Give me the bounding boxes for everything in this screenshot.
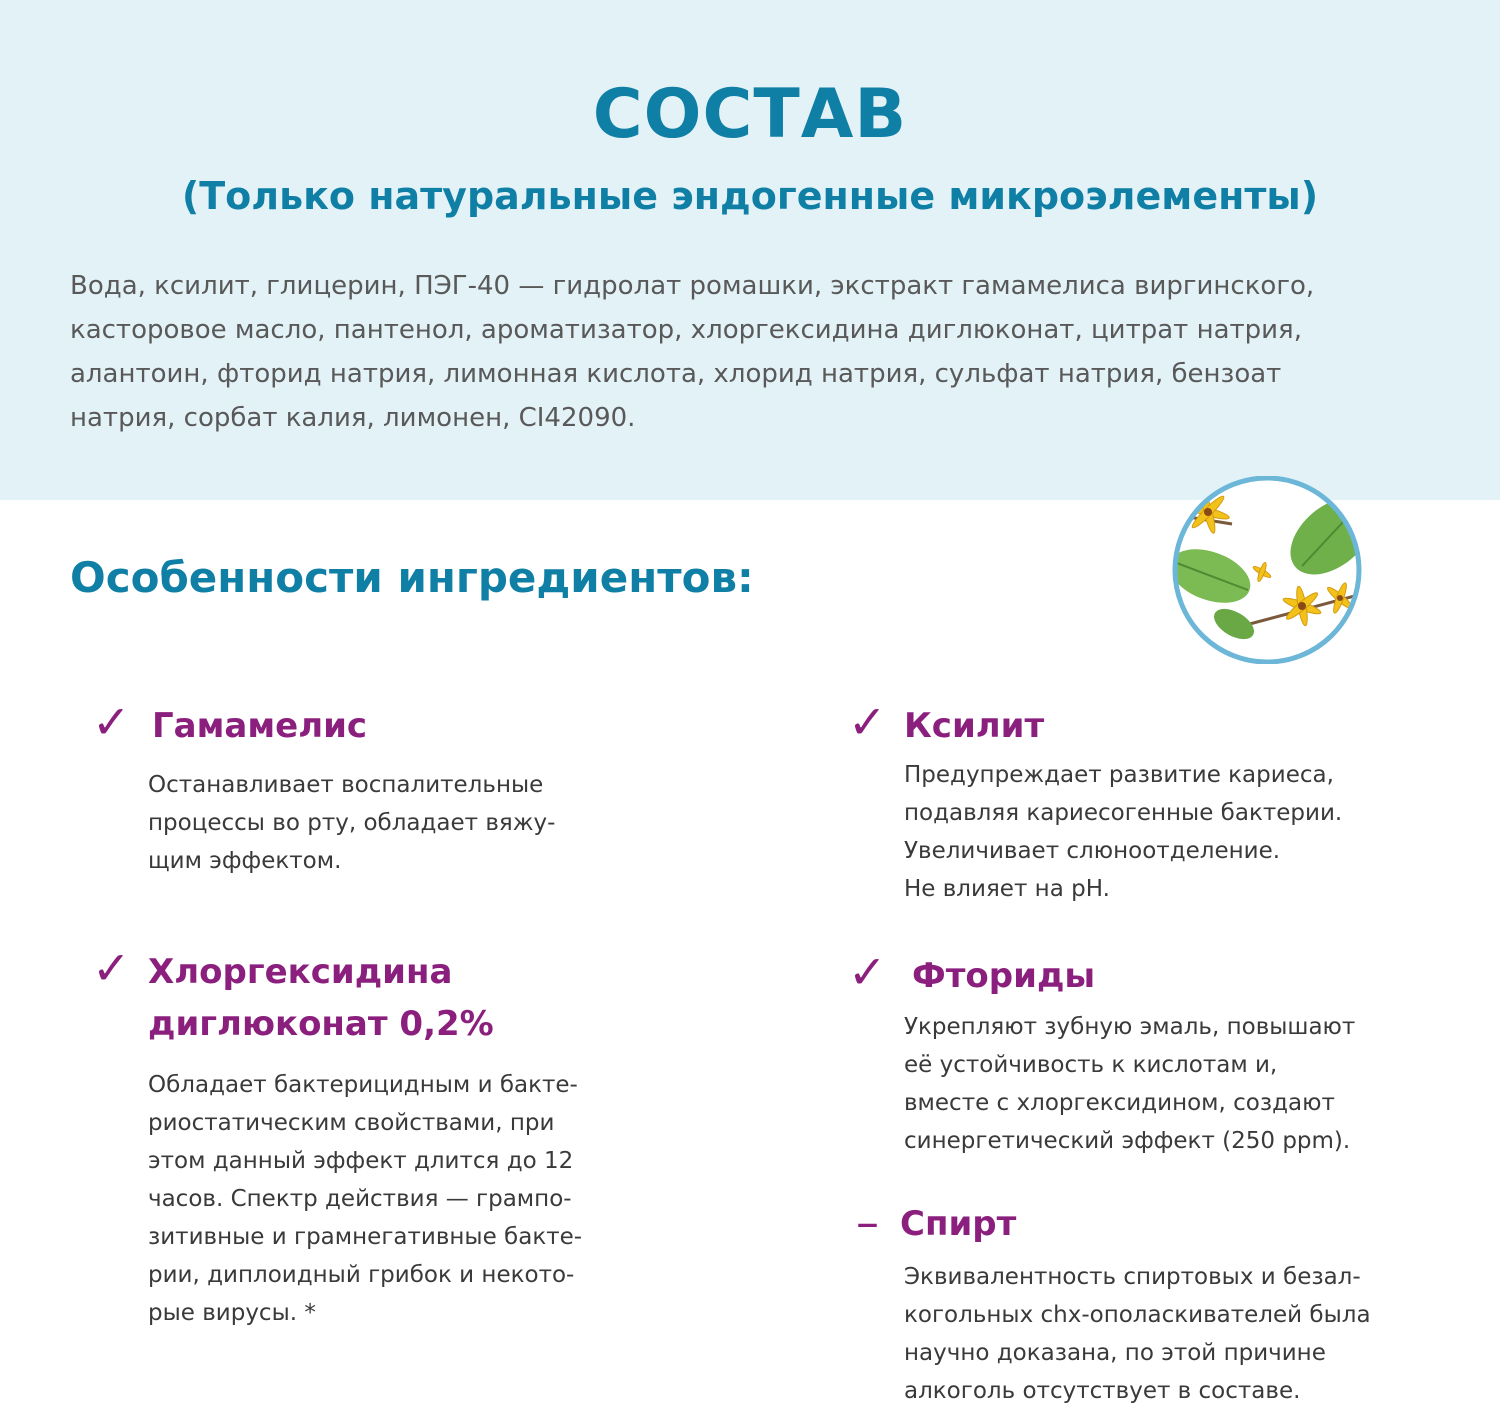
feature-description [904,756,1342,908]
feature-description-line: Останавливает воспалительные [148,772,544,798]
composition-line: Вода, ксилит, глицерин, ПЭГ-40 — гидролат ромашки, экстракт гамамелиса виргинского, [70,271,1315,301]
feature-description-line: риостатическим свойствами, при [148,1110,555,1136]
feature-description-line: её устойчивость к кислотам и, [904,1052,1278,1078]
check-icon: ✓ [92,941,131,995]
feature-description [904,1258,1371,1410]
feature-description-line: этом данный эффект длится до 12 [148,1148,574,1174]
page-subtitle: (Только натуральные эндогенные микроэлементы) [181,174,1319,218]
feature-description-line: Не влияет на pH. [904,876,1110,902]
check-icon: ✓ [848,695,887,749]
feature-description-line: алкоголь отсутствует в составе. [904,1378,1301,1404]
feature-description-line: Предупреждает развитие кариеса, [904,762,1334,788]
check-icon: ✓ [92,695,131,749]
feature-title-line: Хлоргексидина [148,952,453,992]
feature-description-line: подавляя кариесогенные бактерии. [904,800,1343,826]
feature-description-line: синергетический эффект (250 ppm). [904,1128,1351,1154]
page-title: СОСТАВ [592,75,908,154]
feature-description-line: щим эффектом. [148,848,342,874]
feature-description-line: рые вирусы. * [148,1300,316,1326]
feature-description [148,1066,582,1332]
feature-description-line: рии, диплоидный грибок и некото- [148,1262,575,1288]
feature-description [904,1008,1355,1160]
feature-description-line: Эквивалентность спиртовых и безал- [904,1264,1361,1290]
feature-title-line: Гамамелис [152,706,368,746]
feature-description-line: вместе с хлоргексидином, создают [904,1090,1335,1116]
composition-text [70,264,1450,440]
feature-description-line: научно доказана, по этой причине [904,1340,1326,1366]
feature-title [904,700,1044,752]
composition-line: алантоин, фторид натрия, лимонная кислота, хлорид натрия, сульфат натрия, бензоат [70,359,1282,389]
feature-description-line: процессы во рту, обладает вяжу- [148,810,556,836]
feature-title-line: Спирт [900,1204,1017,1244]
check-icon: ✓ [848,945,887,999]
composition-line: касторовое масло, пантенол, ароматизатор, хлоргексидина диглюконат, цитрат натрия, [70,315,1302,345]
feature-title-line: диглюконат 0,2% [148,1004,494,1044]
feature-description [148,766,555,880]
feature-description-line: когольных chx-ополаскивателей была [904,1302,1371,1328]
features-title: Особенности ингредиентов: [70,553,754,602]
witch-hazel-image [1162,476,1372,664]
feature-description-line: часов. Спектр действия — грампо- [148,1186,572,1212]
feature-description-line: Обладает бактерицидным и бакте- [148,1072,578,1098]
feature-title [900,1198,1016,1250]
feature-title [912,950,1095,1002]
feature-description-line: зитивные и грамнегативные бакте- [148,1224,583,1250]
minus-icon: – [856,1195,879,1249]
feature-description-line: Увеличивает слюноотделение. [904,838,1281,864]
feature-title [148,946,494,1050]
feature-title [152,700,367,752]
feature-description-line: Укрепляют зубную эмаль, повышают [904,1014,1356,1040]
composition-line: натрия, сорбат калия, лимонен, CI42090. [70,403,636,433]
feature-title-line: Фториды [912,956,1096,996]
feature-title-line: Ксилит [904,706,1045,746]
